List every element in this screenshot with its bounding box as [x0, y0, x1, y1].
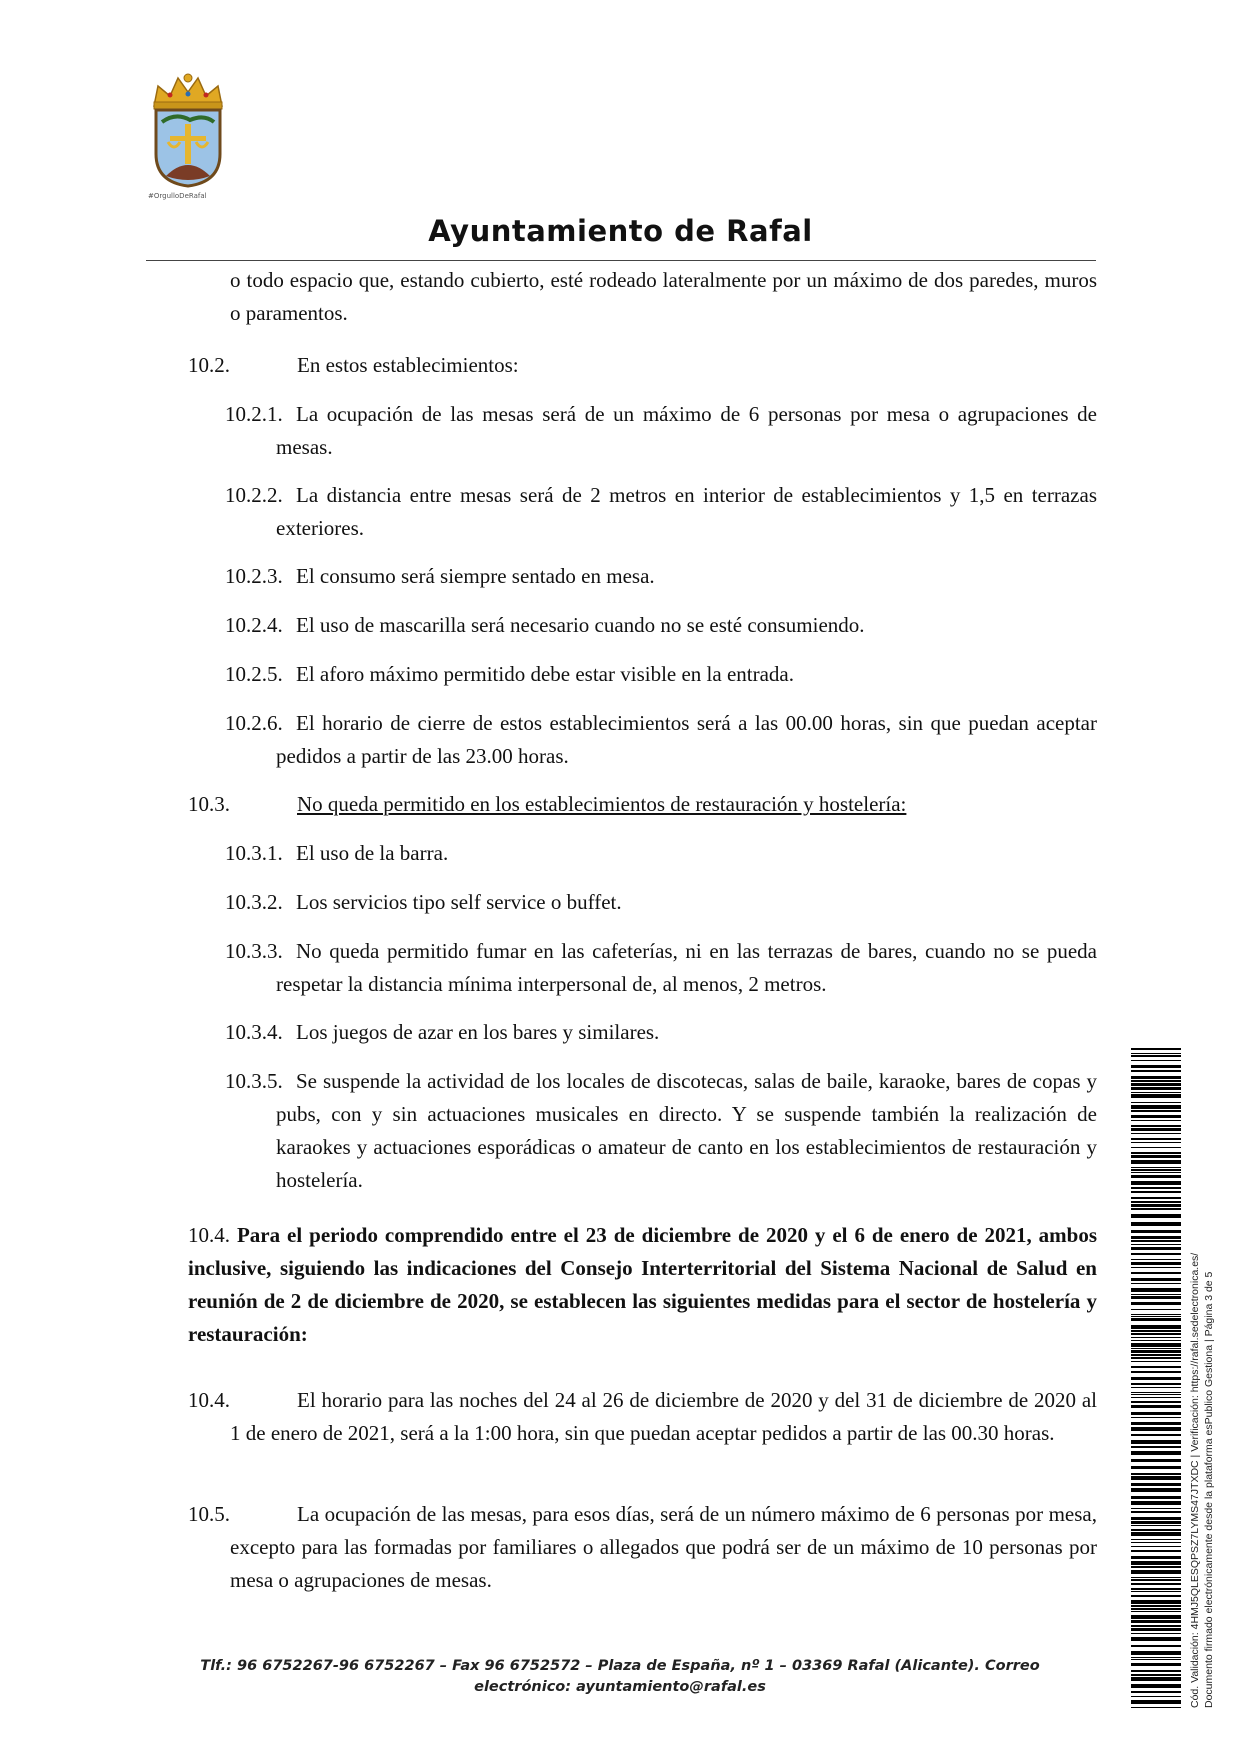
- barcode-stripe: [1131, 1330, 1181, 1332]
- item-number: 10.3.5.: [225, 1069, 283, 1093]
- list-item: El consumo será siempre sentado en mesa.: [296, 564, 655, 588]
- list-item: La ocupación de las mesas será de un máximo de 6 personas por mesa o agrupaciones de mesas.: [276, 402, 1097, 459]
- barcode-stripe: [1131, 1651, 1181, 1655]
- barcode-stripe: [1131, 1525, 1181, 1526]
- validation-text: [1188, 1253, 1216, 1708]
- barcode-stripe: [1131, 1422, 1181, 1425]
- validation-barcode: [1131, 1048, 1181, 1708]
- barcode-stripe: [1131, 1247, 1181, 1250]
- barcode-stripe: [1131, 1521, 1181, 1524]
- barcode-stripe: [1131, 1065, 1181, 1068]
- list-item: No queda permitido fumar en las cafeterías, ni en las terrazas de bares, cuando no se pueda respetar la distancia mínima interpersonal de, al menos, 2 metros.: [276, 939, 1097, 996]
- barcode-stripe: [1131, 1579, 1181, 1581]
- barcode-stripe: [1131, 1283, 1181, 1284]
- barcode-stripe: [1131, 1659, 1181, 1660]
- section-heading: En estos establecimientos:: [297, 353, 519, 377]
- barcode-stripe: [1131, 1267, 1181, 1268]
- barcode-stripe: [1131, 1197, 1181, 1199]
- section-paragraph: La ocupación de las mesas, para esos días, será de un número máximo de 6 personas por mesa, excepto para las formadas por familiares o allegados que podrá ser de un máximo de 10 personas por mesa o agrupaciones de mesas.: [230, 1502, 1097, 1592]
- barcode-stripe: [1131, 1087, 1181, 1090]
- barcode-stripe: [1131, 1236, 1181, 1239]
- barcode-stripe: [1131, 1377, 1181, 1380]
- barcode-stripe: [1131, 1417, 1181, 1418]
- barcode-stripe: [1131, 1296, 1181, 1299]
- barcode-stripe: [1131, 1053, 1181, 1054]
- barcode-stripe: [1131, 1663, 1181, 1666]
- barcode-stripe: [1131, 1637, 1181, 1641]
- barcode-stripe: [1131, 1405, 1181, 1408]
- barcode-stripe: [1131, 1070, 1181, 1072]
- barcode-stripe: [1131, 1055, 1181, 1057]
- barcode-stripe: [1131, 1550, 1181, 1552]
- barcode-stripe: [1131, 1501, 1181, 1505]
- barcode-stripe: [1131, 1325, 1181, 1329]
- barcode-stripe: [1131, 1529, 1181, 1531]
- list-item: El aforo máximo permitido debe estar visible en la entrada.: [296, 662, 794, 686]
- item-number: 10.2.4.: [225, 613, 283, 637]
- barcode-stripe: [1131, 1446, 1181, 1448]
- barcode-stripe: [1131, 1076, 1181, 1079]
- barcode-stripe: [1131, 1542, 1181, 1543]
- barcode-stripe: [1131, 1348, 1181, 1349]
- item-number: 10.3.2.: [225, 890, 283, 914]
- list-item: Los juegos de azar en los bares y similares.: [296, 1020, 660, 1044]
- barcode-stripe: [1131, 1608, 1181, 1610]
- barcode-stripe: [1131, 1350, 1181, 1353]
- barcode-stripe: [1131, 1427, 1181, 1431]
- barcode-stripe: [1131, 1262, 1181, 1265]
- list-item: Se suspende la actividad de los locales de discotecas, salas de baile, karaoke, bares de copas y pubs, con y sin actuaciones musicales en directo. Y se suspende también la realización de karaokes y actuaciones esporádicas o amateur de canto en los establecimientos de restauración y hostelería.: [276, 1069, 1097, 1192]
- barcode-stripe: [1131, 1645, 1181, 1647]
- barcode-stripe: [1131, 1138, 1181, 1140]
- barcode-stripe: [1131, 1060, 1181, 1061]
- barcode-stripe: [1131, 1337, 1181, 1338]
- barcode-stripe: [1131, 1611, 1181, 1612]
- barcode-stripe: [1131, 1302, 1181, 1305]
- barcode-stripe: [1131, 1333, 1181, 1335]
- barcode-stripe: [1131, 1570, 1181, 1574]
- barcode-stripe: [1131, 1707, 1181, 1708]
- barcode-stripe: [1131, 1278, 1181, 1281]
- barcode-stripe: [1131, 1366, 1181, 1368]
- barcode-stripe: [1131, 1657, 1181, 1658]
- barcode-stripe: [1131, 1160, 1181, 1164]
- barcode-stripe: [1131, 1412, 1181, 1415]
- barcode-stripe: [1131, 1092, 1181, 1093]
- bold-section-paragraph: [188, 1219, 1097, 1351]
- barcode-stripe: [1131, 1181, 1181, 1185]
- barcode-stripe: [1131, 1169, 1181, 1171]
- barcode-stripe: [1131, 1201, 1181, 1203]
- section-number: 10.4.: [188, 1223, 230, 1247]
- barcode-stripe: [1131, 1532, 1181, 1536]
- list-item: El horario de cierre de estos establecimientos será a las 00.00 horas, sin que puedan aceptar pedidos a partir de las 23.00 horas.: [276, 711, 1097, 768]
- item-number: 10.2.5.: [225, 662, 283, 686]
- barcode-stripe: [1131, 1628, 1181, 1631]
- barcode-stripe: [1131, 1466, 1181, 1469]
- barcode-stripe: [1131, 1451, 1181, 1455]
- barcode-stripe: [1131, 1318, 1181, 1321]
- barcode-stripe: [1131, 1048, 1181, 1050]
- barcode-stripe: [1131, 1473, 1181, 1475]
- barcode-stripe: [1131, 1354, 1181, 1356]
- list-item: Los servicios tipo self service o buffet.: [296, 890, 622, 914]
- coat-of-arms-icon: [148, 72, 228, 188]
- barcode-stripe: [1131, 1387, 1181, 1388]
- list-item: El uso de mascarilla será necesario cuando no se esté consumiendo.: [296, 613, 865, 637]
- barcode-stripe: [1131, 1340, 1181, 1341]
- section-number: 10.5.: [188, 1502, 230, 1526]
- validation-code-line: Cód. Validación: 4HMJ5QLESQPSZ7LYMS47JTXDC | Verificación: https://rafal.sedelectronica.es/: [1189, 1252, 1201, 1708]
- item-number: 10.2.3.: [225, 564, 283, 588]
- list-item: La distancia entre mesas será de 2 metros en interior de establecimientos y 1,5 en terrazas exteriores.: [276, 483, 1097, 540]
- section-paragraph: El horario para las noches del 24 al 26 de diciembre de 2020 y del 31 de diciembre de 2020 al 1 de enero de 2021, será a la 1:00 hora, sin que puedan aceptar pedidos a partir de las 00.30 horas.: [230, 1388, 1097, 1445]
- barcode-stripe: [1131, 1496, 1181, 1499]
- barcode-stripe: [1131, 1508, 1181, 1509]
- barcode-stripe: [1131, 1595, 1181, 1597]
- barcode-stripe: [1131, 1392, 1181, 1393]
- barcode-stripe: [1131, 1110, 1181, 1112]
- item-number: 10.3.4.: [225, 1020, 283, 1044]
- barcode-stripe: [1131, 1401, 1181, 1403]
- barcode-stripe: [1131, 1459, 1181, 1462]
- item-number: 10.3.3.: [225, 939, 283, 963]
- barcode-stripe: [1131, 1240, 1181, 1242]
- bold-section-text: Para el periodo comprendido entre el 23 de diciembre de 2020 y el 6 de enero de 2021, ambos inclusive, siguiendo las indicaciones del Consejo Interterritorial del Sistema Nacional de Salud en reunión de 2 de diciembre de 2020, se establecen las siguientes medidas para el sector de hostelería y restauración:: [188, 1223, 1098, 1346]
- barcode-stripe: [1131, 1191, 1181, 1193]
- logo-social-tagline: #OrgulloDeRafal: [148, 192, 207, 200]
- barcode-stripe: [1131, 1397, 1181, 1398]
- section-number: 10.4.: [188, 1388, 230, 1412]
- header-divider: [146, 260, 1096, 261]
- barcode-stripe: [1131, 1272, 1181, 1274]
- barcode-stripe: [1131, 1208, 1181, 1210]
- barcode-stripe: [1131, 1147, 1181, 1148]
- barcode-stripe: [1131, 1294, 1181, 1295]
- barcode-stripe: [1131, 1316, 1181, 1317]
- barcode-stripe: [1131, 1204, 1181, 1207]
- barcode-stripe: [1131, 1625, 1181, 1627]
- item-number: 10.2.6.: [225, 711, 283, 735]
- barcode-stripe: [1131, 1561, 1181, 1565]
- item-number: 10.2.2.: [225, 483, 283, 507]
- barcode-stripe: [1131, 1434, 1181, 1436]
- barcode-stripe: [1131, 1309, 1181, 1310]
- barcode-stripe: [1131, 1167, 1181, 1168]
- barcode-stripe: [1131, 1440, 1181, 1444]
- barcode-stripe: [1131, 1314, 1181, 1315]
- barcode-stripe: [1131, 1556, 1181, 1559]
- barcode-stripe: [1131, 1125, 1181, 1127]
- barcode-stripe: [1131, 1696, 1181, 1697]
- barcode-stripe: [1131, 1080, 1181, 1082]
- barcode-stripe: [1131, 1700, 1181, 1704]
- contact-footer: Tlf.: 96 6752267-96 6752267 – Fax 96 6752572 – Plaza de España, nº 1 – 03369 Rafal (Alicante). Correo electrónico: ayuntamiento@rafal.es: [200, 1658, 1040, 1695]
- barcode-stripe: [1131, 1511, 1181, 1513]
- barcode-stripe: [1131, 1583, 1181, 1585]
- barcode-stripe: [1131, 1187, 1181, 1189]
- barcode-stripe: [1131, 1120, 1181, 1121]
- list-item: El uso de la barra.: [296, 841, 449, 865]
- barcode-stripe: [1131, 1600, 1181, 1604]
- barcode-stripe: [1131, 1488, 1181, 1492]
- barcode-stripe: [1131, 1605, 1181, 1607]
- barcode-stripe: [1131, 1615, 1181, 1619]
- barcode-stripe: [1131, 1175, 1181, 1178]
- barcode-stripe: [1131, 1152, 1181, 1154]
- barcode-stripe: [1131, 1083, 1181, 1086]
- barcode-stripe: [1131, 1133, 1181, 1134]
- barcode-stripe: [1131, 1155, 1181, 1158]
- section-heading: No queda permitido en los establecimientos de restauración y hostelería:: [297, 792, 907, 816]
- barcode-stripe: [1131, 1214, 1181, 1218]
- barcode-stripe: [1131, 1115, 1181, 1118]
- barcode-stripe: [1131, 1094, 1181, 1098]
- section-number: 10.2.: [188, 353, 230, 377]
- barcode-stripe: [1131, 1588, 1181, 1590]
- barcode-stripe: [1131, 1102, 1181, 1103]
- municipal-coat-of-arms: [148, 72, 228, 208]
- barcode-stripe: [1131, 1172, 1181, 1173]
- barcode-stripe: [1131, 1591, 1181, 1592]
- barcode-stripe: [1131, 1476, 1181, 1480]
- barcode-stripe: [1131, 1253, 1181, 1255]
- barcode-stripe: [1131, 1577, 1181, 1578]
- barcode-stripe: [1131, 1566, 1181, 1568]
- barcode-stripe: [1131, 1361, 1181, 1362]
- signature-platform-line: Documento firmado electrónicamente desde la plataforma esPublico Gestiona | Página 3 de 5: [1203, 1271, 1215, 1708]
- barcode-stripe: [1131, 1633, 1181, 1634]
- barcode-stripe: [1131, 1691, 1181, 1693]
- section-number: 10.3.: [188, 792, 230, 816]
- item-number: 10.2.1.: [225, 402, 283, 426]
- barcode-stripe: [1131, 1128, 1181, 1131]
- barcode-stripe: [1131, 1394, 1181, 1395]
- intro-paragraph: o todo espacio que, estando cubierto, esté rodeado lateralmente por un máximo de dos paredes, muros o paramentos.: [230, 268, 1097, 325]
- barcode-stripe: [1131, 1684, 1181, 1688]
- barcode-stripe: [1131, 1288, 1181, 1292]
- barcode-stripe: [1131, 1517, 1181, 1520]
- barcode-stripe: [1131, 1677, 1181, 1681]
- barcode-stripe: [1131, 1539, 1181, 1540]
- page-title: Ayuntamiento de Rafal: [428, 214, 813, 248]
- barcode-stripe: [1131, 1259, 1181, 1260]
- barcode-stripe: [1131, 1343, 1181, 1347]
- barcode-stripe: [1131, 1222, 1181, 1226]
- barcode-stripe: [1131, 1483, 1181, 1486]
- barcode-stripe: [1131, 1244, 1181, 1245]
- barcode-stripe: [1131, 1105, 1181, 1109]
- barcode-stripe: [1131, 1674, 1181, 1676]
- barcode-stripe: [1131, 1383, 1181, 1385]
- barcode-stripe: [1131, 1357, 1181, 1359]
- barcode-stripe: [1131, 1620, 1181, 1623]
- barcode-stripe: [1131, 1371, 1181, 1373]
- barcode-stripe: [1131, 1670, 1181, 1672]
- barcode-stripe: [1131, 1546, 1181, 1547]
- barcode-stripe: [1131, 1142, 1181, 1143]
- item-number: 10.3.1.: [225, 841, 283, 865]
- barcode-stripe: [1131, 1230, 1181, 1233]
